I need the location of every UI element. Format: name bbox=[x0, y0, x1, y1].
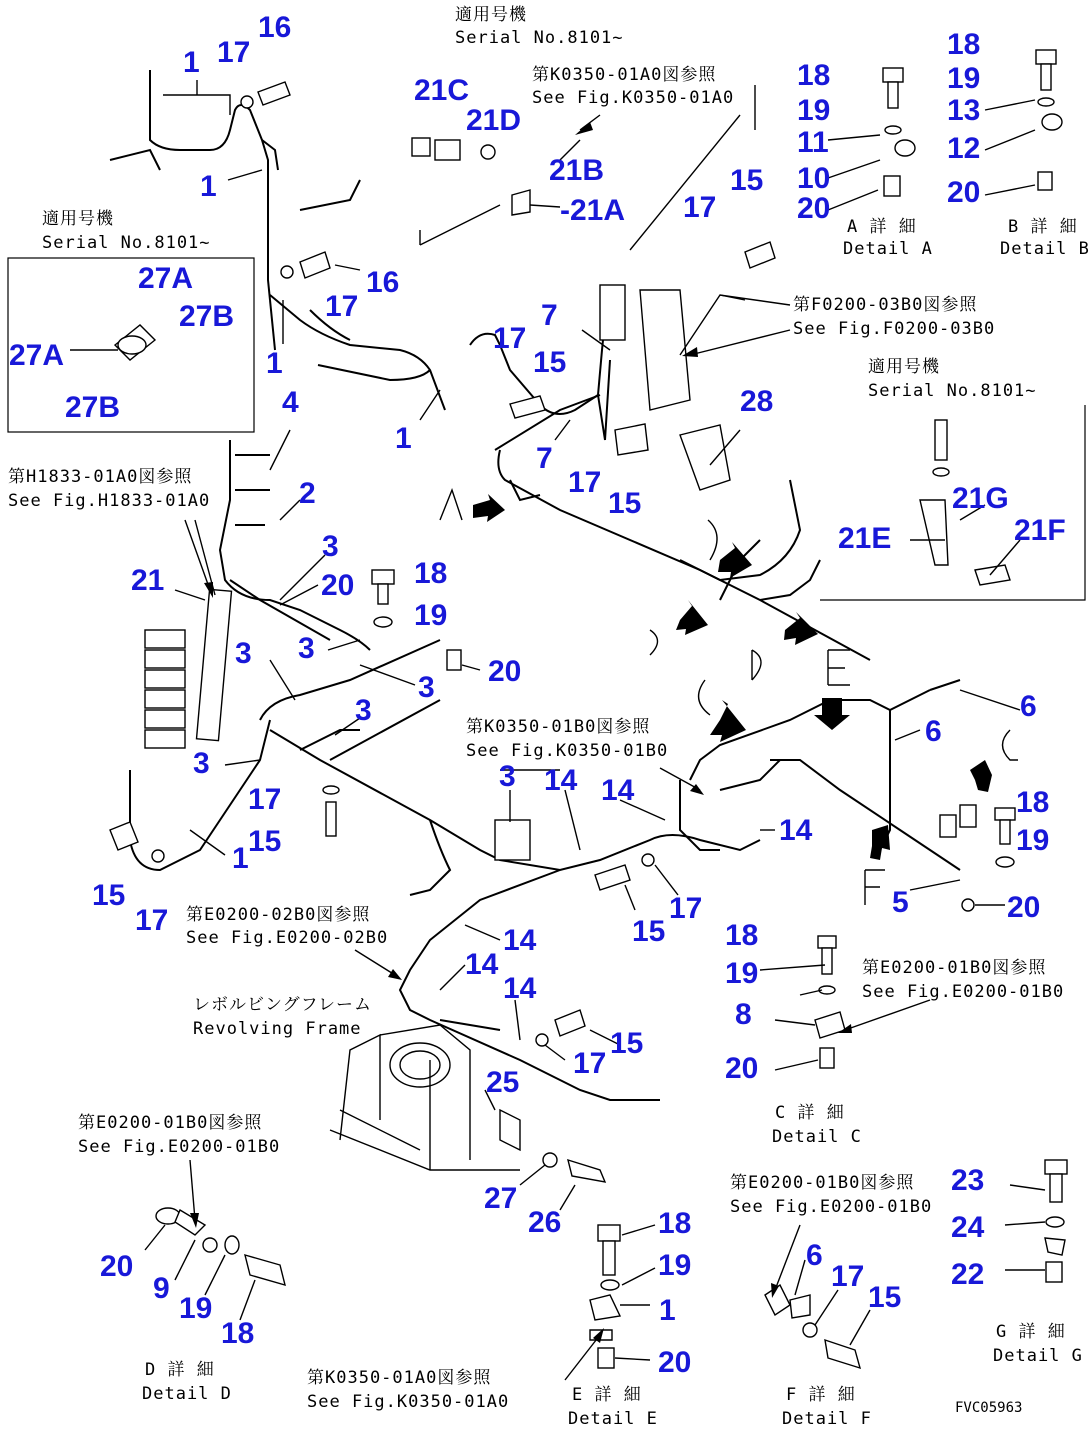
part-label: 20 bbox=[488, 655, 522, 688]
part-label: 5 bbox=[892, 886, 909, 919]
note-text: D 詳 細 bbox=[145, 1360, 215, 1380]
part-label: -21A bbox=[560, 194, 626, 227]
note-text: Detail C bbox=[772, 1127, 862, 1147]
part-label: 20 bbox=[1007, 891, 1041, 924]
part-label: 27B bbox=[65, 391, 121, 424]
part-label: 12 bbox=[947, 132, 981, 165]
note-text: Serial No.8101~ bbox=[455, 28, 624, 48]
note-text: Detail B bbox=[1000, 239, 1090, 259]
part-label: 1 bbox=[200, 170, 217, 203]
part-label: 20 bbox=[725, 1052, 759, 1085]
note-text: See Fig.E0200-02B0 bbox=[186, 928, 389, 948]
part-label: 17 bbox=[248, 783, 282, 816]
part-label: 6 bbox=[1020, 690, 1037, 723]
part-label: 15 bbox=[730, 164, 764, 197]
part-label: 15 bbox=[608, 487, 642, 520]
part-label: 3 bbox=[193, 747, 210, 780]
part-label: 21C bbox=[414, 74, 470, 107]
note-text: 第E0200-01B0図参照 bbox=[862, 958, 1047, 978]
part-label: 13 bbox=[947, 94, 981, 127]
note-text: Revolving Frame bbox=[193, 1019, 362, 1039]
part-label: 20 bbox=[658, 1346, 692, 1379]
part-label: 17 bbox=[568, 466, 602, 499]
part-label: 19 bbox=[658, 1249, 692, 1282]
part-label: 19 bbox=[947, 62, 981, 95]
part-label: 8 bbox=[735, 998, 752, 1031]
part-label: 18 bbox=[221, 1317, 255, 1350]
part-label: 14 bbox=[601, 774, 635, 807]
part-label: 21E bbox=[838, 522, 892, 555]
note-text: 適用号機 bbox=[868, 357, 940, 377]
part-label: 14 bbox=[465, 948, 499, 981]
part-label: 19 bbox=[1016, 824, 1050, 857]
part-label: 19 bbox=[797, 94, 831, 127]
note-text: G 詳 細 bbox=[996, 1322, 1066, 1342]
note-text: Serial No.8101~ bbox=[42, 233, 211, 253]
part-label: 17 bbox=[573, 1047, 607, 1080]
note-text: See Fig.F0200-03B0 bbox=[793, 319, 996, 339]
leader-serial-top-2 bbox=[630, 115, 740, 250]
note-text: Detail E bbox=[568, 1409, 658, 1429]
part-label: 20 bbox=[321, 569, 355, 602]
part-label: 3 bbox=[298, 632, 315, 665]
note-text: 第E0200-01B0図参照 bbox=[730, 1173, 915, 1193]
note-text: Detail F bbox=[782, 1409, 872, 1429]
part-label: 27 bbox=[484, 1182, 518, 1215]
note-text: 第E0200-01B0図参照 bbox=[78, 1113, 263, 1133]
note-text: 適用号機 bbox=[42, 209, 114, 229]
part-label: 24 bbox=[951, 1211, 985, 1244]
part-label: 20 bbox=[100, 1250, 134, 1283]
part-label: 21D bbox=[466, 104, 522, 137]
part-label: 17 bbox=[493, 322, 527, 355]
part-label: 1 bbox=[232, 842, 249, 875]
part-label: 18 bbox=[725, 919, 759, 952]
note-text: F 詳 細 bbox=[786, 1385, 856, 1405]
part-label: 11 bbox=[797, 126, 829, 159]
part-label: 6 bbox=[806, 1239, 823, 1272]
note-text: See Fig.E0200-01B0 bbox=[862, 982, 1065, 1002]
part-label: 19 bbox=[725, 957, 759, 990]
part-label: 14 bbox=[544, 764, 578, 797]
note-text: See Fig.K0350-01B0 bbox=[466, 741, 669, 761]
part-label: 7 bbox=[541, 299, 558, 332]
note-text: A 詳 細 bbox=[847, 217, 917, 237]
part-label: 1 bbox=[395, 422, 412, 455]
part-label: 6 bbox=[925, 715, 942, 748]
note-text: Detail A bbox=[843, 239, 933, 259]
part-label: 3 bbox=[322, 530, 339, 563]
note-text: 第K0350-01A0図参照 bbox=[532, 65, 717, 85]
figure-code: FVC05963 bbox=[955, 1400, 1023, 1416]
note-text: See Fig.K0350-01A0 bbox=[532, 88, 735, 108]
part-label: 21B bbox=[549, 154, 605, 187]
part-label: 7 bbox=[536, 442, 553, 475]
note-text: 第E0200-02B0図参照 bbox=[186, 905, 371, 925]
note-text: 第H1833-01A0図参照 bbox=[8, 467, 193, 487]
part-label: 16 bbox=[366, 266, 400, 299]
part-label: 15 bbox=[610, 1027, 644, 1060]
part-label: 14 bbox=[503, 972, 537, 1005]
part-label: 19 bbox=[179, 1292, 213, 1325]
part-label: 21G bbox=[952, 482, 1009, 515]
part-label: 4 bbox=[282, 386, 299, 419]
part-label: 17 bbox=[831, 1260, 865, 1293]
part-label: 18 bbox=[414, 557, 448, 590]
part-label: 15 bbox=[92, 879, 126, 912]
part-label: 14 bbox=[503, 924, 537, 957]
part-label: 15 bbox=[632, 915, 666, 948]
note-text: See Fig.E0200-01B0 bbox=[78, 1137, 281, 1157]
part-label: 3 bbox=[235, 637, 252, 670]
part-label: 1 bbox=[659, 1294, 676, 1327]
part-label: 2 bbox=[299, 477, 316, 510]
part-label: 17 bbox=[325, 290, 359, 323]
note-text: Detail D bbox=[142, 1384, 232, 1404]
note-text: Serial No.8101~ bbox=[868, 381, 1037, 401]
part-label: 14 bbox=[779, 814, 813, 847]
part-label: 27B bbox=[179, 300, 235, 333]
part-label: 20 bbox=[947, 176, 981, 209]
part-label: 21F bbox=[1014, 514, 1066, 547]
part-label: 15 bbox=[533, 346, 567, 379]
part-label: 28 bbox=[740, 385, 774, 418]
part-label: 22 bbox=[951, 1258, 985, 1291]
part-label: 23 bbox=[951, 1164, 985, 1197]
note-text: 第K0350-01A0図参照 bbox=[307, 1368, 492, 1388]
part-label: 18 bbox=[947, 28, 981, 61]
note-text: レボルビングフレーム bbox=[193, 995, 372, 1015]
part-label: 1 bbox=[183, 46, 200, 79]
part-label: 3 bbox=[499, 760, 516, 793]
part-label: 18 bbox=[1016, 786, 1050, 819]
part-label: 3 bbox=[418, 671, 435, 704]
note-text: 第K0350-01B0図参照 bbox=[466, 717, 651, 737]
part-label: 9 bbox=[153, 1272, 170, 1305]
part-label: 27A bbox=[9, 339, 65, 372]
part-label: 19 bbox=[414, 599, 448, 632]
part-label: 1 bbox=[266, 347, 283, 380]
part-label: 16 bbox=[258, 11, 292, 44]
note-text: See Fig.K0350-01A0 bbox=[307, 1392, 510, 1412]
note-text: 第F0200-03B0図参照 bbox=[793, 295, 978, 315]
note-text: Detail G bbox=[993, 1346, 1083, 1366]
part-label: 27A bbox=[138, 262, 194, 295]
part-label: 3 bbox=[355, 694, 372, 727]
part-label: 26 bbox=[528, 1206, 562, 1239]
part-label: 17 bbox=[217, 36, 251, 69]
part-label: 18 bbox=[658, 1207, 692, 1240]
part-label: 20 bbox=[797, 192, 831, 225]
view-arrows bbox=[473, 494, 992, 860]
note-text: B 詳 細 bbox=[1008, 217, 1078, 237]
part-label: 21 bbox=[131, 564, 165, 597]
note-text: 適用号機 bbox=[455, 5, 527, 25]
note-text: C 詳 細 bbox=[775, 1103, 845, 1123]
part-label: 15 bbox=[868, 1281, 902, 1314]
part-label: 17 bbox=[683, 191, 717, 224]
part-label: 10 bbox=[797, 162, 831, 195]
part-label: 15 bbox=[248, 825, 282, 858]
note-text: See Fig.E0200-01B0 bbox=[730, 1197, 933, 1217]
note-text: See Fig.H1833-01A0 bbox=[8, 491, 211, 511]
part-label: 18 bbox=[797, 59, 831, 92]
note-text: E 詳 細 bbox=[572, 1385, 642, 1405]
part-label: 17 bbox=[135, 904, 169, 937]
harness-right-lower bbox=[680, 680, 960, 870]
part-label: 17 bbox=[669, 892, 703, 925]
part-label: 25 bbox=[486, 1066, 520, 1099]
